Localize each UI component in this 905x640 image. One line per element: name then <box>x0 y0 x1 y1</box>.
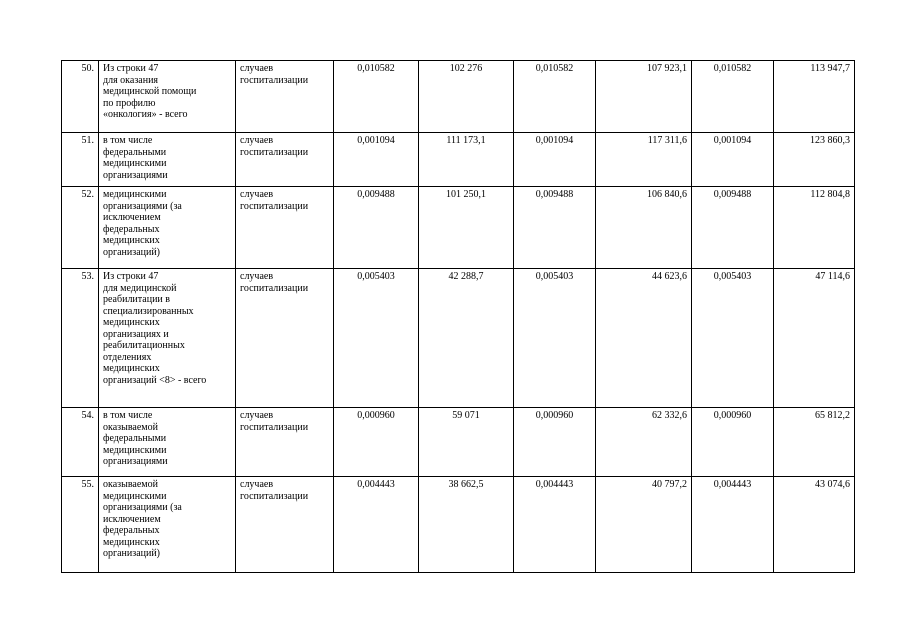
tariff-table <box>61 60 855 573</box>
cell-cost-year3: 113 947,7 <box>774 61 855 133</box>
cell-norm-year3: 0,001094 <box>692 133 774 187</box>
row-number: 51. <box>62 133 99 187</box>
table-row <box>62 269 855 408</box>
cell-cost-year1: 59 071 <box>419 408 514 477</box>
cell-norm-year2: 0,005403 <box>514 269 596 408</box>
cell-cost-year2: 106 840,6 <box>596 187 692 269</box>
cell-cost-year2: 40 797,2 <box>596 477 692 573</box>
row-number: 54. <box>62 408 99 477</box>
cell-cost-year1: 102 276 <box>419 61 514 133</box>
cell-norm-year3: 0,004443 <box>692 477 774 573</box>
row-unit: случаев госпитализации <box>236 269 334 408</box>
cell-cost-year1: 42 288,7 <box>419 269 514 408</box>
row-unit: случаев госпитализации <box>236 61 334 133</box>
row-number: 53. <box>62 269 99 408</box>
row-number: 50. <box>62 61 99 133</box>
cell-norm-year3: 0,010582 <box>692 61 774 133</box>
row-description: Из строки 47 для оказания медицинской помощи по профилю «онкология» - всего <box>99 61 236 133</box>
cell-norm-year1: 0,009488 <box>334 187 419 269</box>
cell-norm-year2: 0,009488 <box>514 187 596 269</box>
cell-cost-year3: 43 074,6 <box>774 477 855 573</box>
table-row <box>62 133 855 187</box>
cell-norm-year1: 0,004443 <box>334 477 419 573</box>
cell-norm-year3: 0,000960 <box>692 408 774 477</box>
row-number: 52. <box>62 187 99 269</box>
row-unit: случаев госпитализации <box>236 477 334 573</box>
cell-norm-year1: 0,010582 <box>334 61 419 133</box>
cell-norm-year2: 0,010582 <box>514 61 596 133</box>
row-description: в том числе федеральными медицинскими организациями <box>99 133 236 187</box>
cell-norm-year2: 0,001094 <box>514 133 596 187</box>
row-number: 55. <box>62 477 99 573</box>
cell-cost-year1: 38 662,5 <box>419 477 514 573</box>
cell-cost-year2: 44 623,6 <box>596 269 692 408</box>
cell-norm-year1: 0,000960 <box>334 408 419 477</box>
cell-norm-year2: 0,004443 <box>514 477 596 573</box>
row-unit: случаев госпитализации <box>236 133 334 187</box>
row-description: Из строки 47 для медицинской реабилитации в специализированных медицинских организациях и реабилитационных отделениях медицинских организаций <8> - всего <box>99 269 236 408</box>
cell-norm-year1: 0,001094 <box>334 133 419 187</box>
cell-norm-year1: 0,005403 <box>334 269 419 408</box>
table-row <box>62 408 855 477</box>
cell-norm-year3: 0,009488 <box>692 187 774 269</box>
row-unit: случаев госпитализации <box>236 408 334 477</box>
row-description: оказываемой медицинскими организациями (за исключением федеральных медицинских организаций) <box>99 477 236 573</box>
cell-cost-year1: 101 250,1 <box>419 187 514 269</box>
table-row <box>62 477 855 573</box>
cell-cost-year3: 123 860,3 <box>774 133 855 187</box>
cell-cost-year3: 47 114,6 <box>774 269 855 408</box>
cell-cost-year2: 117 311,6 <box>596 133 692 187</box>
cell-cost-year2: 62 332,6 <box>596 408 692 477</box>
cell-norm-year2: 0,000960 <box>514 408 596 477</box>
table-row <box>62 187 855 269</box>
cell-norm-year3: 0,005403 <box>692 269 774 408</box>
row-description: медицинскими организациями (за исключением федеральных медицинских организаций) <box>99 187 236 269</box>
cell-cost-year2: 107 923,1 <box>596 61 692 133</box>
row-unit: случаев госпитализации <box>236 187 334 269</box>
cell-cost-year3: 65 812,2 <box>774 408 855 477</box>
cell-cost-year3: 112 804,8 <box>774 187 855 269</box>
table-row <box>62 61 855 133</box>
row-description: в том числе оказываемой федеральными медицинскими организациями <box>99 408 236 477</box>
cell-cost-year1: 111 173,1 <box>419 133 514 187</box>
